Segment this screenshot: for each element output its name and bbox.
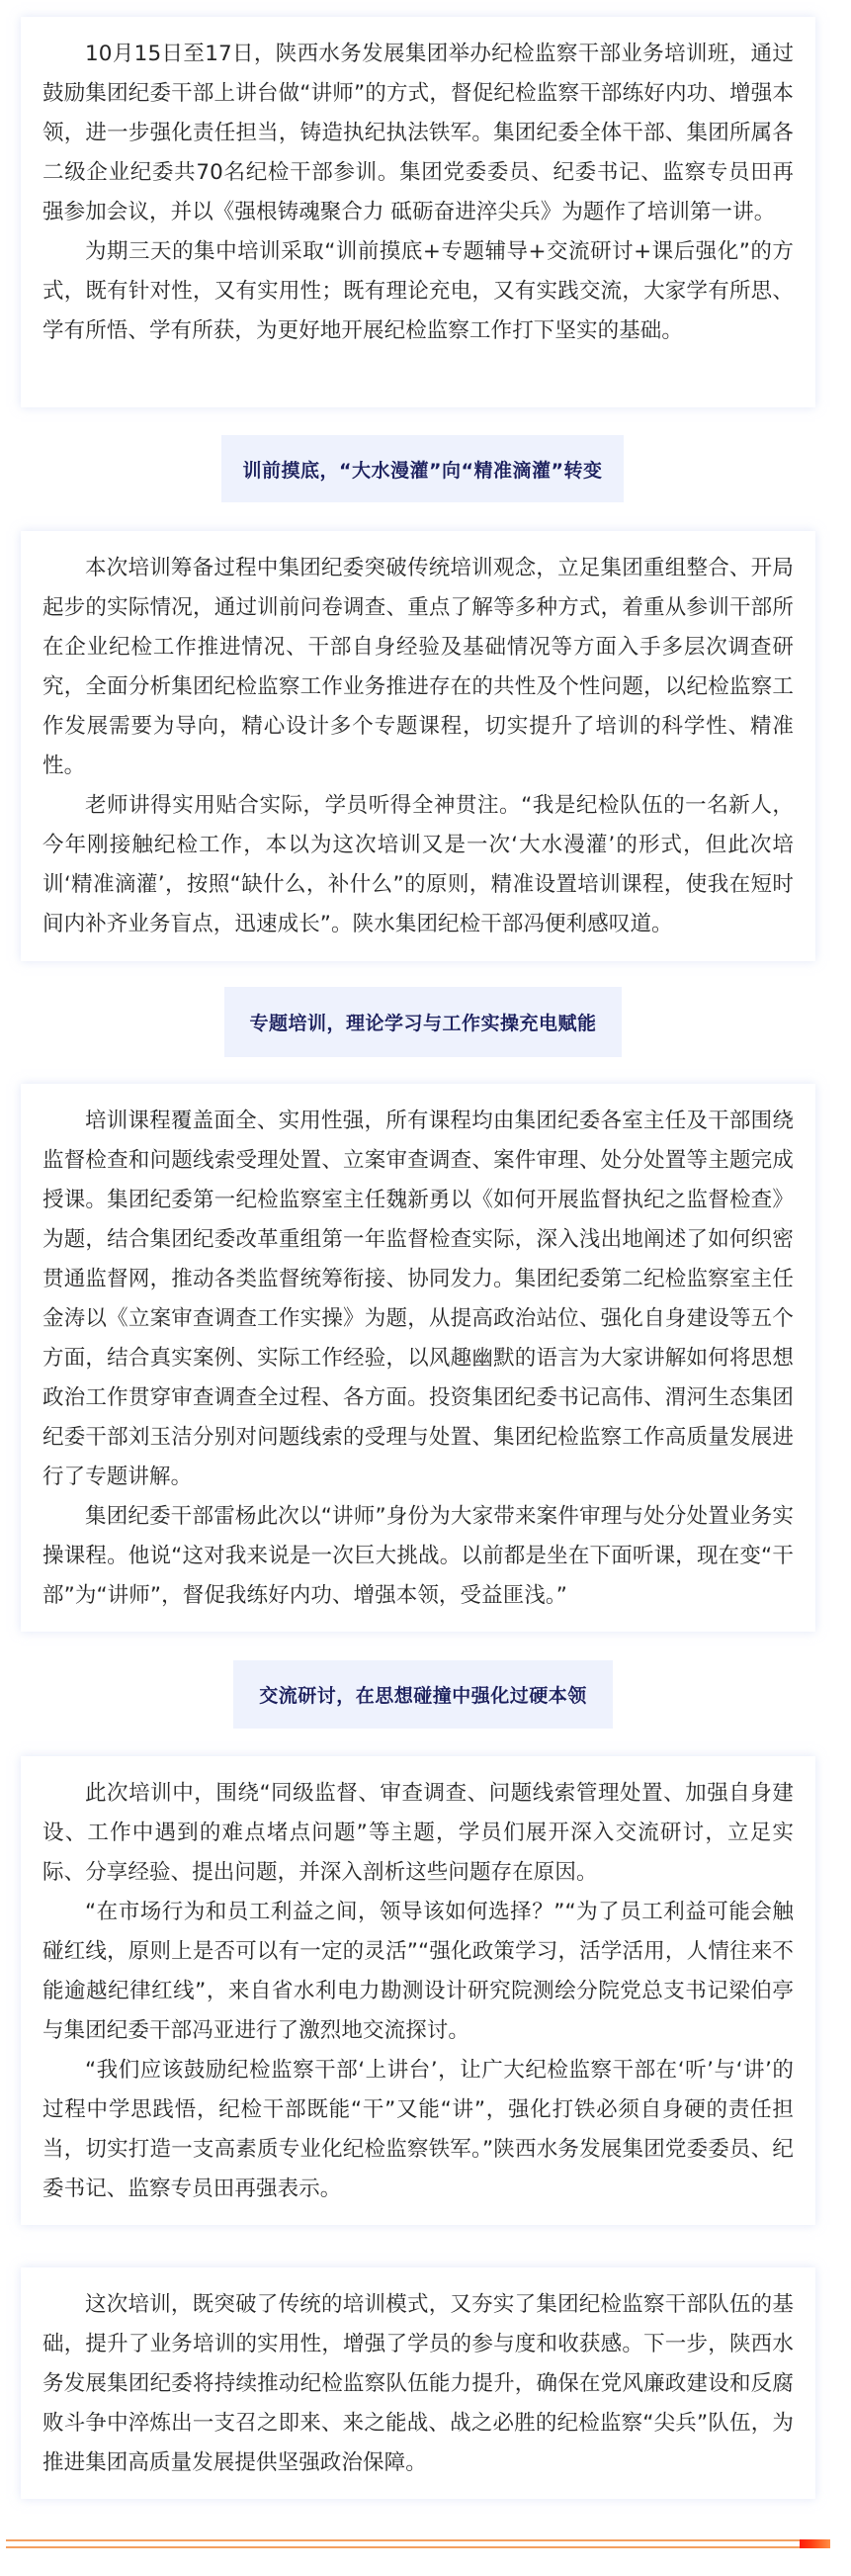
section-card-exchange-discussion [21,1756,815,2225]
section-title-pre-training [221,435,624,502]
section-paragraph: “在市场行为和员工利益之间，领导该如何选择？”“为了员工利益可能会触碰红线，原则上是否可以有一定的灵活”“强化政策学习，活学活用，人情往来不能逾越纪律红线”，来自省水利电力勘测设计研究院测绘分院党总支书记梁伯亭与集团纪委干部冯亚进行了激烈地交流探讨。 [43,1900,794,2043]
footer-accent-block [800,2539,830,2548]
section-paragraph: 集团纪委干部雷杨此次以“讲师”身份为大家带来案件审理与处分处置业务实操课程。他说“这对我来说是一次巨大挑战。以前都是坐在下面听课，现在变“干部”为“讲师”，督促我练好内功、增强本领，受益匪浅。” [43,1504,794,1608]
conclusion-paragraph: 这次培训，既突破了传统的培训模式，又夯实了集团纪检监察干部队伍的基础，提升了业务培训的实用性，增强了学员的参与度和收获感。下一步，陕西水务发展集团纪委将持续推动纪检监察队伍能力提升，确保在党风廉政建设和反腐败斗争中淬炼出一支召之即来、来之能战、战之必胜的纪检监察“尖兵”队伍，为推进集团高质量发展提供坚强政治保障。 [43,2292,794,2475]
footer-divider-line-top [6,2539,800,2541]
section-card-special-training [21,1084,815,1632]
section-title-text: 交流研讨，在思想碰撞中强化过硬本领 [259,1685,587,1707]
section-paragraph: 老师讲得实用贴合实际，学员听得全神贯注。“我是纪检队伍的一名新人，今年刚接触纪检工作，本以为这次培训又是一次‘大水漫灌’的形式，但此次培训‘精准滴灌’，按照“缺什么，补什么”的原则，精准设置培训课程，使我在短时间内补齐业务盲点，迅速成长”。陕水集团纪检干部冯便利感叹道。 [43,793,794,936]
footer-divider-line-bottom [6,2546,800,2548]
intro-paragraph: 为期三天的集中培训采取“训前摸底+专题辅导+交流研讨+课后强化”的方式，既有针对性，又有实用性；既有理论充电，又有实践交流，大家学有所思、学有所悟、学有所获，为更好地开展纪检监察工作打下坚实的基础。 [43,239,794,343]
intro-paragraph: 10月15日至17日，陕西水务发展集团举办纪检监察干部业务培训班，通过鼓励集团纪委干部上讲台做“讲师”的方式，督促纪检监察干部练好内功、增强本领，进一步强化责任担当，铸造执纪执法铁军。集团纪委全体干部、集团所属各二级企业纪委共70名纪检干部参训。集团党委委员、纪委书记、监察专员田再强参加会议，并以《强根铸魂聚合力 砥砺奋进淬尖兵》为题作了培训第一讲。 [43,42,794,224]
section-paragraph: 此次培训中，围绕“同级监督、审查调查、问题线索管理处置、加强自身建设、工作中遇到的难点堵点问题”等主题，学员们展开深入交流研讨，立足实际、分享经验、提出问题，并深入剖析这些问题存在原因。 [43,1781,794,1885]
section-paragraph: 培训课程覆盖面全、实用性强，所有课程均由集团纪委各室主任及干部围绕监督检查和问题线索受理处置、立案审查调查、案件审理、处分处置等主题完成授课。集团纪委第一纪检监察室主任魏新勇以《如何开展监督执纪之监督检查》为题，结合集团纪委改革重组第一年监督检查实际，深入浅出地阐述了如何织密贯通监督网，推动各类监督统筹衔接、协同发力。集团纪委第二纪检监察室主任金涛以《立案审查调查工作实操》为题，从提高政治站位、强化自身建设等五个方面，结合真实案例、实际工作经验，以风趣幽默的语言为大家讲解如何将思想政治工作贯穿审查调查全过程、各方面。投资集团纪委书记高伟、渭河生态集团纪委干部刘玉洁分别对问题线索的受理与处置、集团纪检监察工作高质量发展进行了专题讲解。 [43,1109,794,1489]
section-title-text: 训前摸底，“大水漫灌”向“精准滴灌”转变 [242,459,603,482]
section-title-special-training [224,987,622,1057]
section-card-pre-training [21,531,815,961]
section-title-text: 专题培训，理论学习与工作实操充电赋能 [249,1013,597,1034]
section-paragraph: “我们应该鼓励纪检监察干部‘上讲台’，让广大纪检监察干部在‘听’与‘讲’的过程中学思践悟，纪检干部既能“干”又能“讲”，强化打铁必须自身硬的责任担当，切实打造一支高素质专业化纪检监察铁军。”陕西水务发展集团党委委员、纪委书记、监察专员田再强表示。 [43,2058,794,2201]
conclusion-card [21,2267,815,2499]
section-paragraph: 本次培训筹备过程中集团纪委突破传统培训观念，立足集团重组整合、开局起步的实际情况，通过训前问卷调查、重点了解等多种方式，着重从参训干部所在企业纪检工作推进情况、干部自身经验及基础情况等方面入手多层次调查研究，全面分析集团纪检监察工作业务推进存在的共性及个性问题，以纪检监察工作发展需要为导向，精心设计多个专题课程，切实提升了培训的科学性、精准性。 [43,556,794,778]
section-title-exchange-discussion [233,1660,613,1729]
intro-card [21,17,815,407]
